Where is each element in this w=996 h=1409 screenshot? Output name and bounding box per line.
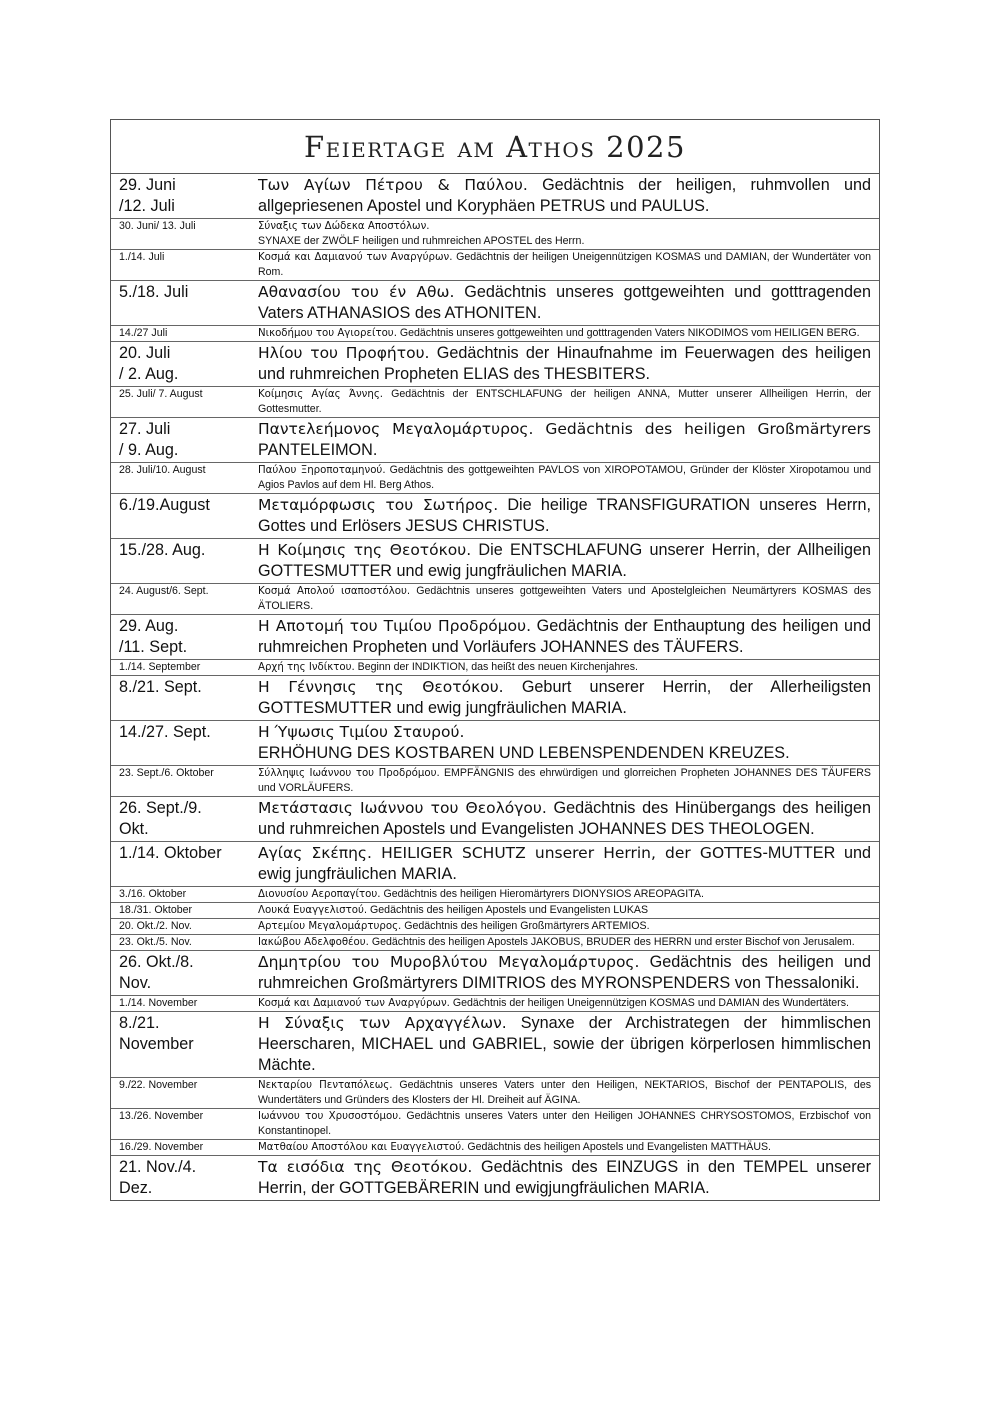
feast-row: [111, 463, 879, 494]
feast-german-text: Gedächtnis unseres Vaters unter den Heiligen JOHANNES CHRYSOSTOMOS, Erzbischof von Konstantinopel.: [258, 1110, 871, 1137]
feast-greek-name: Η Αποτομή του Τιμίου Προδρόμου.: [258, 617, 532, 635]
feast-date: 26. Okt./8. Nov.: [119, 953, 194, 992]
feast-german-text: Gedächtnis des heiligen Apostels und Evangelisten LUKAS: [367, 904, 649, 916]
feast-description: [258, 951, 879, 995]
feast-description: [258, 615, 879, 659]
feast-german-text: Gedächtnis der heiligen, ruhmvollen und allgepriesenen Apostel und Koryphäen PETRUS und PAULUS.: [258, 176, 871, 215]
feast-description: [258, 387, 879, 417]
feast-row: [111, 1140, 879, 1156]
feast-german-text: Gedächtnis des Hinübergangs des heiligen und ruhmreichen Apostels und Evangelisten JOHANNES DES THEOLOGEN.: [258, 799, 871, 838]
feast-row: [111, 250, 879, 281]
feast-greek-name: Η Κοίμησις της Θεοτόκου.: [258, 541, 472, 559]
feast-date: 29. Aug. /11. Sept.: [119, 617, 188, 656]
feast-description: [258, 842, 879, 886]
feast-greek-name: Μεταμόρφωσις του Σωτήρος.: [258, 496, 499, 514]
feast-greek-name: Μετάστασις Ιωάννου του Θεολόγου.: [258, 799, 547, 817]
feast-german-text: Gedächtnis unseres gottgeweihten Vaters und Apostelgleichen Neumärtyrers KOSMAS des ÄTOLIERS.: [258, 585, 871, 612]
feast-row: [111, 219, 879, 250]
feast-row: [111, 1078, 879, 1109]
feast-german-text: Gedächtnis der ENTSCHLAFUNG der heiligen ANNA, Mutter unserer Allheiligen Herrin, der Gottesmutter.: [258, 388, 871, 415]
feast-date: 21. Nov./4. Dez.: [119, 1158, 197, 1197]
feast-row: [111, 387, 879, 418]
feast-date: 26. Sept./9. Okt.: [119, 799, 202, 838]
page-title: Feiertage am Athos 2025: [304, 129, 686, 164]
feast-description: [258, 797, 879, 841]
feast-row: [111, 951, 879, 996]
feast-row: [111, 615, 879, 660]
feast-description: [258, 174, 879, 218]
feast-date: 23. Sept./6. Oktober: [119, 767, 214, 779]
feast-description: [258, 342, 879, 386]
feast-date: 25. Juli/ 7. August: [119, 388, 203, 400]
feast-greek-name: Αρτεμίου Μεγαλομάρτυρος.: [258, 921, 402, 932]
feast-greek-name: Αθανασίου του έν Αθω.: [258, 283, 455, 301]
feast-row: [111, 842, 879, 887]
feast-greek-name: Σύλληψις Ιωάννου του Προδρόμου.: [258, 768, 440, 779]
feast-row: [111, 342, 879, 387]
feast-row: [111, 494, 879, 539]
feast-date: 20. Juli / 2. Aug.: [119, 344, 179, 383]
feast-row: [111, 996, 879, 1012]
feast-row: [111, 418, 879, 463]
feast-date: 29. Juni /12. Juli: [119, 176, 176, 215]
feast-description: [258, 676, 879, 720]
feast-description: [258, 1012, 879, 1077]
feast-description: [258, 1109, 879, 1139]
feast-description: [258, 539, 879, 583]
feast-greek-name: Νικοδήμου του Αγιορείτου.: [258, 328, 397, 339]
feast-greek-name: Ιωάννου του Χρυσοστόμου.: [258, 1111, 402, 1122]
feast-description: [258, 903, 879, 918]
feast-description: [258, 281, 879, 325]
feast-german-text: SYNAXE der ZWÖLF heiligen und ruhmreichen APOSTEL des Herrn.: [258, 235, 585, 247]
feast-rows: [111, 174, 879, 1200]
feast-german-text: Gedächtnis des heiligen Apostels und Evangelisten MATTHÄUS.: [464, 1141, 772, 1153]
feast-german-text: Gedächtnis unseres Vaters unter den Heiligen, NEKTARIOS, Bischof der PENTAPOLIS, des Wundertäters und Gründers des Klosters der Hl. Dreiheit auf ÄGINA.: [258, 1079, 872, 1106]
feast-german-text: Die ENTSCHLAFUNG unserer Herrin, der Allheiligen GOTTESMUTTER und ewig jungfräulichen MARIA.: [258, 541, 871, 580]
feast-german-text: Gedächtnis des gottgeweihten PAVLOS von XIROPOTAMOU, Gründer der Klöster Xiropotamou und Agios Pavlos auf dem Hl. Berg Athos.: [258, 464, 871, 491]
feast-german-text: EMPFÄNGNIS des ehrwürdigen und glorreichen Propheten JOHANNES DES TÄUFERS und VORLÄUFERS.: [258, 767, 871, 794]
feast-greek-name: Διονυσίου Αεροπαγίτου.: [258, 889, 381, 900]
feast-date: 1./14. September: [119, 661, 201, 673]
feast-description: [258, 935, 879, 950]
feast-date: 1./14. Oktober: [119, 844, 222, 862]
feast-german-text: Gedächtnis des heiligen Apostels JAKOBUS, BRUDER des HERRN und erster Bischof von Jerusalem.: [368, 936, 855, 948]
feast-greek-name: Παύλου Ξηροποταμηνού.: [258, 465, 386, 476]
feast-row: [111, 1012, 879, 1078]
feast-table: [110, 119, 880, 1201]
feast-row: [111, 584, 879, 615]
feast-description: [258, 887, 879, 902]
feast-row: [111, 174, 879, 219]
feast-date: 13./26. November: [119, 1110, 204, 1122]
feast-row: [111, 326, 879, 342]
feast-greek-name: Ιακώβου Αδελφοθέου.: [258, 937, 369, 948]
feast-description: [258, 1156, 879, 1200]
feast-greek-name: Τα εισόδια της Θεοτόκου.: [258, 1158, 473, 1176]
feast-row: [111, 721, 879, 766]
feast-date: 14./27. Sept.: [119, 723, 211, 741]
feast-date: 8./21. Sept.: [119, 678, 202, 696]
feast-german-text: Gedächtnis der Enthauptung des heiligen und ruhmreichen Propheten und Vorläufers JOHANNES des TÄUFERS.: [258, 617, 871, 656]
feast-german-text: Gedächtnis des heiligen und ruhmreichen Großmärtyrers DIMITRIOS des MYRONSPENDERS von Thessaloniki.: [258, 953, 871, 992]
feast-german-text: PANTELEIMON.: [258, 441, 378, 459]
feast-german-text: ERHÖHUNG DES KOSTBAREN UND LEBENSPENDENDEN KREUZES.: [258, 744, 790, 762]
feast-row: [111, 919, 879, 935]
feast-row: [111, 1156, 879, 1200]
feast-description: [258, 721, 879, 765]
feast-greek-name: Κοσμά Απολού ισαποστόλου.: [258, 586, 411, 597]
feast-date: 1./14. November: [119, 997, 198, 1009]
feast-greek-name: Ματθαίου Αποστόλου και Ευαγγελιστού.: [258, 1142, 465, 1153]
feast-greek-name: Κοίμησις Αγίας Άννης.: [258, 389, 384, 400]
feast-description: [258, 1140, 879, 1155]
feast-german-text: Die heilige TRANSFIGURATION unseres Herrn, Gottes und Erlösers JESUS CHRISTUS.: [258, 496, 871, 535]
feast-row: [111, 660, 879, 676]
feast-description: [258, 463, 879, 493]
feast-date: 1./14. Juli: [119, 251, 165, 263]
feast-german-text: Synaxe der Archistrategen der himmlischen Heerscharen, MICHAEL und GABRIEL, sowie der übrigen körperlosen himmlischen Mächte.: [258, 1014, 871, 1074]
feast-german-text: -MUTTER und ewig jungfräulichen MARIA.: [258, 844, 871, 883]
feast-date: 28. Juli/10. August: [119, 464, 206, 476]
feast-date: 30. Juni/ 13. Juli: [119, 220, 196, 232]
feast-greek-name: Η Ύψωσις Τιμίου Σταυρού.: [258, 723, 465, 741]
feast-description: [258, 219, 879, 249]
feast-greek-name: Η Σύναξις των Αρχαγγέλων.: [258, 1014, 507, 1032]
feast-greek-name: Νεκταρίου Πενταπόλεως.: [258, 1080, 393, 1091]
feast-greek-name: Αρχή της Ινδίκτου.: [258, 662, 355, 673]
feast-german-text: Gedächtnis des EINZUGS in den TEMPEL unserer Herrin, der GOTTGEBÄRERIN und ewigjungfräulichen MARIA.: [258, 1158, 871, 1197]
feast-greek-name: Κοσμά και Δαμιανού των Αναργύρων.: [258, 252, 453, 263]
feast-description: [258, 326, 879, 341]
feast-date: 6./19.August: [119, 496, 210, 514]
feast-description: [258, 996, 879, 1011]
feast-greek-name: Παντελεήμονος Μεγαλομάρτυρος. Gedächtnis des heiligen Großmärtyrers: [258, 420, 871, 438]
feast-date: 20. Okt./2. Nov.: [119, 920, 192, 932]
feast-german-text: Gedächtnis der heiligen Uneigennützigen KOSMAS und DAMIAN, der Wundertäter von Rom.: [258, 251, 871, 278]
feast-row: [111, 1109, 879, 1140]
feast-description: [258, 418, 879, 462]
feast-description: [258, 660, 879, 675]
feast-row: [111, 797, 879, 842]
feast-greek-name: Λουκά Ευαγγελιστού.: [258, 905, 368, 916]
feast-description: [258, 919, 879, 934]
feast-row: [111, 887, 879, 903]
feast-date: 18./31. Oktober: [119, 904, 193, 916]
feast-date: 9./22. November: [119, 1079, 198, 1091]
feast-greek-name: Η Γέννησις της Θεοτόκου.: [258, 678, 504, 696]
feast-date: 16./29. November: [119, 1141, 204, 1153]
feast-description: [258, 494, 879, 538]
feast-date: 15./28. Aug.: [119, 541, 206, 559]
feast-german-text: Gedächtnis der Hinaufnahme im Feuerwagen des heiligen und ruhmreichen Propheten ELIAS des THESBITERS.: [258, 344, 871, 383]
feast-description: [258, 584, 879, 614]
feast-description: [258, 250, 879, 280]
feast-german-text: Gedächtnis des heiligen Großmärtyrers ARTEMIOS.: [401, 920, 650, 932]
feast-row: [111, 935, 879, 951]
feast-greek-name: Δημητρίου του Μυροβλύτου Μεγαλομάρτυρος.: [258, 953, 640, 971]
feast-date: 14./27 Juli: [119, 327, 168, 339]
feast-date: 5./18. Juli: [119, 283, 189, 301]
feast-greek-name: Αγίας Σκέπης. HEILIGER SCHUTZ unserer Herrin, der GOTTES: [258, 844, 763, 862]
feast-german-text: Geburt unserer Herrin, der Allerheiligsten GOTTESMUTTER und ewig jungfräulichen MARIA.: [258, 678, 871, 717]
feast-row: [111, 281, 879, 326]
feast-german-text: Gedächtnis der heiligen Uneigennützigen KOSMAS und DAMIAN des Wundertäters.: [449, 997, 849, 1009]
feast-date: 27. Juli / 9. Aug.: [119, 420, 179, 459]
feast-german-text: Gedächtnis unseres gottgeweihten und gotttragenden Vaters NIKODIMOS vom HEILIGEN BERG.: [396, 327, 860, 339]
feast-greek-name: Κοσμά και Δαμιανού των Αναργύρων.: [258, 998, 450, 1009]
feast-row: [111, 903, 879, 919]
feast-date: 8./21. November: [119, 1014, 194, 1053]
feast-row: [111, 539, 879, 584]
feast-german-text: Beginn der INDIKTION, das heißt des neuen Kirchenjahres.: [354, 661, 638, 673]
feast-date: 23. Okt./5. Nov.: [119, 936, 192, 948]
feast-greek-name: Των Αγίων Πέτρου & Παύλου.: [258, 176, 528, 194]
feast-greek-name: Σύναξις των Δώδεκα Αποστόλων.: [258, 221, 430, 232]
feast-date: 3./16. Oktober: [119, 888, 187, 900]
feast-german-text: Gedächtnis des heiligen Hieromärtyrers DIONYSIOS AREOPAGITA.: [380, 888, 704, 900]
feast-row: [111, 676, 879, 721]
title-row: [111, 120, 879, 174]
feast-date: 24. August/6. Sept.: [119, 585, 209, 597]
feast-description: [258, 766, 879, 796]
feast-greek-name: Ηλίου του Προφήτου.: [258, 344, 430, 362]
feast-row: [111, 766, 879, 797]
feast-description: [258, 1078, 879, 1108]
feast-german-text: Gedächtnis unseres gottgeweihten und gotttragenden Vaters ATHANASIOS des ATHONITEN.: [258, 283, 871, 322]
